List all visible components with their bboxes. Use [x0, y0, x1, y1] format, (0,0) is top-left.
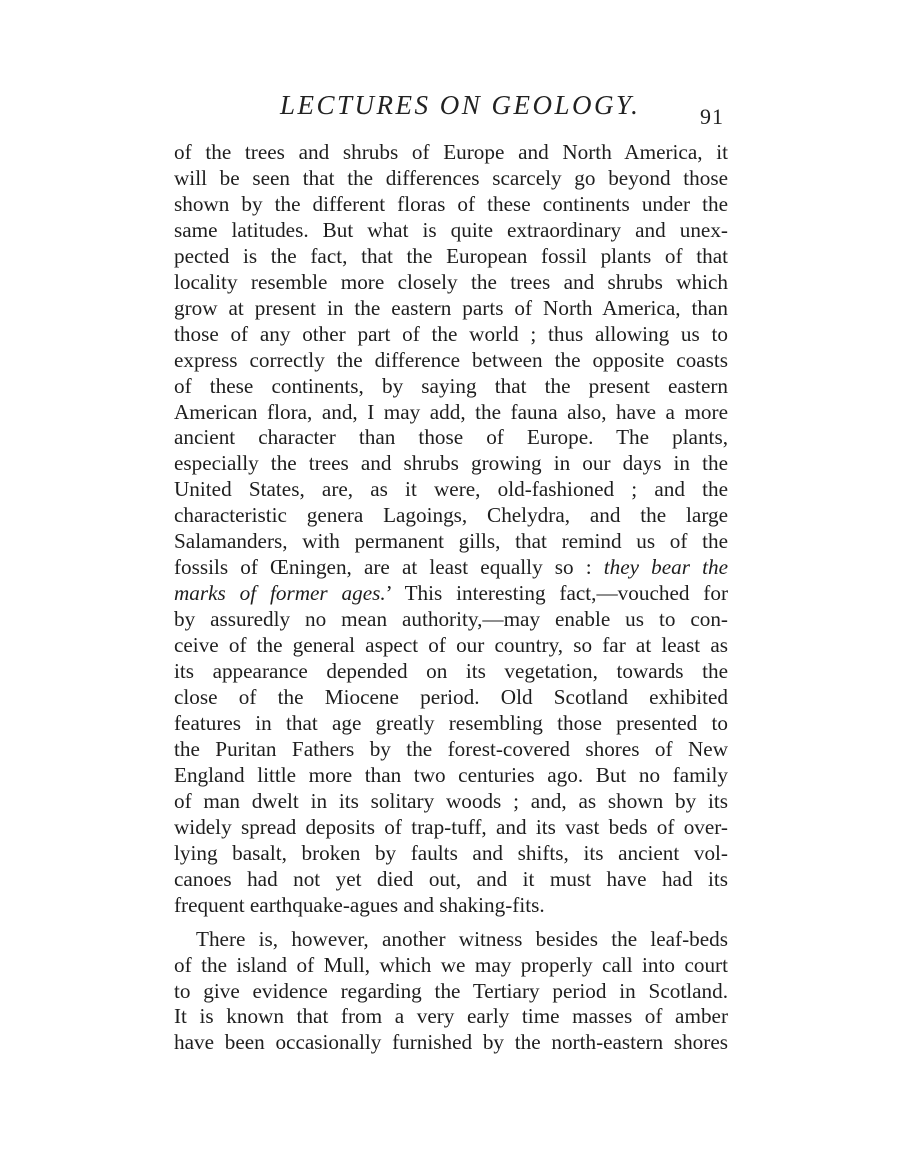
text-line: will be seen that the differences scarcely go beyond those: [174, 165, 728, 190]
text-line: ceive of the general aspect of our country, so far at least as: [174, 633, 728, 658]
text-line: shown by the different floras of these continents under the: [174, 191, 728, 216]
paragraph-1: [174, 140, 728, 919]
text-line-with-italic: [174, 581, 728, 607]
text-line: of the trees and shrubs of Europe and North America, it: [174, 140, 728, 164]
italic-phrase: they bear the: [603, 555, 728, 580]
text-line: locality resemble more closely the trees and shrubs which: [174, 269, 728, 294]
running-head: [0, 90, 900, 130]
text-line: widely spread deposits of trap-tuff, and its vast beds of over-: [174, 814, 728, 839]
text-line: There is, however, another witness besides the leaf-beds: [196, 926, 728, 951]
text-line: American flora, and, I may add, the fauna also, have a more: [174, 399, 728, 424]
text-line: grow at present in the eastern parts of North America, than: [174, 295, 728, 320]
text-line: close of the Miocene period. Old Scotland exhibited: [174, 685, 728, 710]
text-line: lying basalt, broken by faults and shifts, its ancient vol-: [174, 840, 728, 865]
text-line: canoes had not yet died out, and it must have had its: [174, 866, 728, 891]
text-line: of these continents, by saying that the present eastern: [174, 373, 728, 398]
body-text: [174, 140, 728, 1056]
text-line: have been occasionally furnished by the north-eastern shores: [174, 1030, 728, 1055]
text-line: of the island of Mull, which we may properly call into court: [174, 952, 728, 977]
text-line: those of any other part of the world ; thus allowing us to: [174, 321, 728, 346]
paragraph-gap: [174, 919, 728, 927]
text-line: Salamanders, with permanent gills, that remind us of the: [174, 529, 728, 554]
text-line: frequent earthquake-agues and shaking-fits.: [174, 892, 545, 917]
text-line: United States, are, as it were, old-fashioned ; and the: [174, 477, 728, 502]
text-line: same latitudes. But what is quite extraordinary and unex-: [174, 217, 728, 242]
text-line: especially the trees and shrubs growing in our days in the: [174, 451, 728, 476]
page-number: 91: [700, 104, 724, 129]
text-line: characteristic genera Lagoings, Chelydra, and the large: [174, 503, 728, 528]
text-line: ancient character than those of Europe. The plants,: [174, 425, 728, 450]
text-line: features in that age greatly resembling those presented to: [174, 710, 728, 735]
text-line: It is known that from a very early time masses of amber: [174, 1004, 728, 1029]
text-line: England little more than two centuries ago. But no family: [174, 762, 728, 787]
text-line-with-italic: [174, 555, 728, 581]
text-line: by assuredly no mean authority,—may enable us to con-: [174, 607, 728, 632]
text-line: the Puritan Fathers by the forest-covered shores of New: [174, 736, 728, 761]
text-line: to give evidence regarding the Tertiary period in Scotland.: [174, 978, 728, 1003]
text-line: its appearance depended on its vegetation, towards the: [174, 659, 728, 684]
line-segment: fossils of Œningen, are at least equally so :: [174, 555, 604, 580]
paragraph-2: [174, 927, 728, 1057]
text-line: pected is the fact, that the European fossil plants of that: [174, 243, 728, 268]
line-segment: ’ This interesting fact,—vouched for: [385, 581, 728, 606]
italic-phrase: marks of former ages.: [174, 581, 386, 606]
text-line: of man dwelt in its solitary woods ; and, as shown by its: [174, 788, 728, 813]
running-title: LECTURES ON GEOLOGY.: [280, 90, 641, 120]
text-line: express correctly the difference between the opposite coasts: [174, 347, 728, 372]
